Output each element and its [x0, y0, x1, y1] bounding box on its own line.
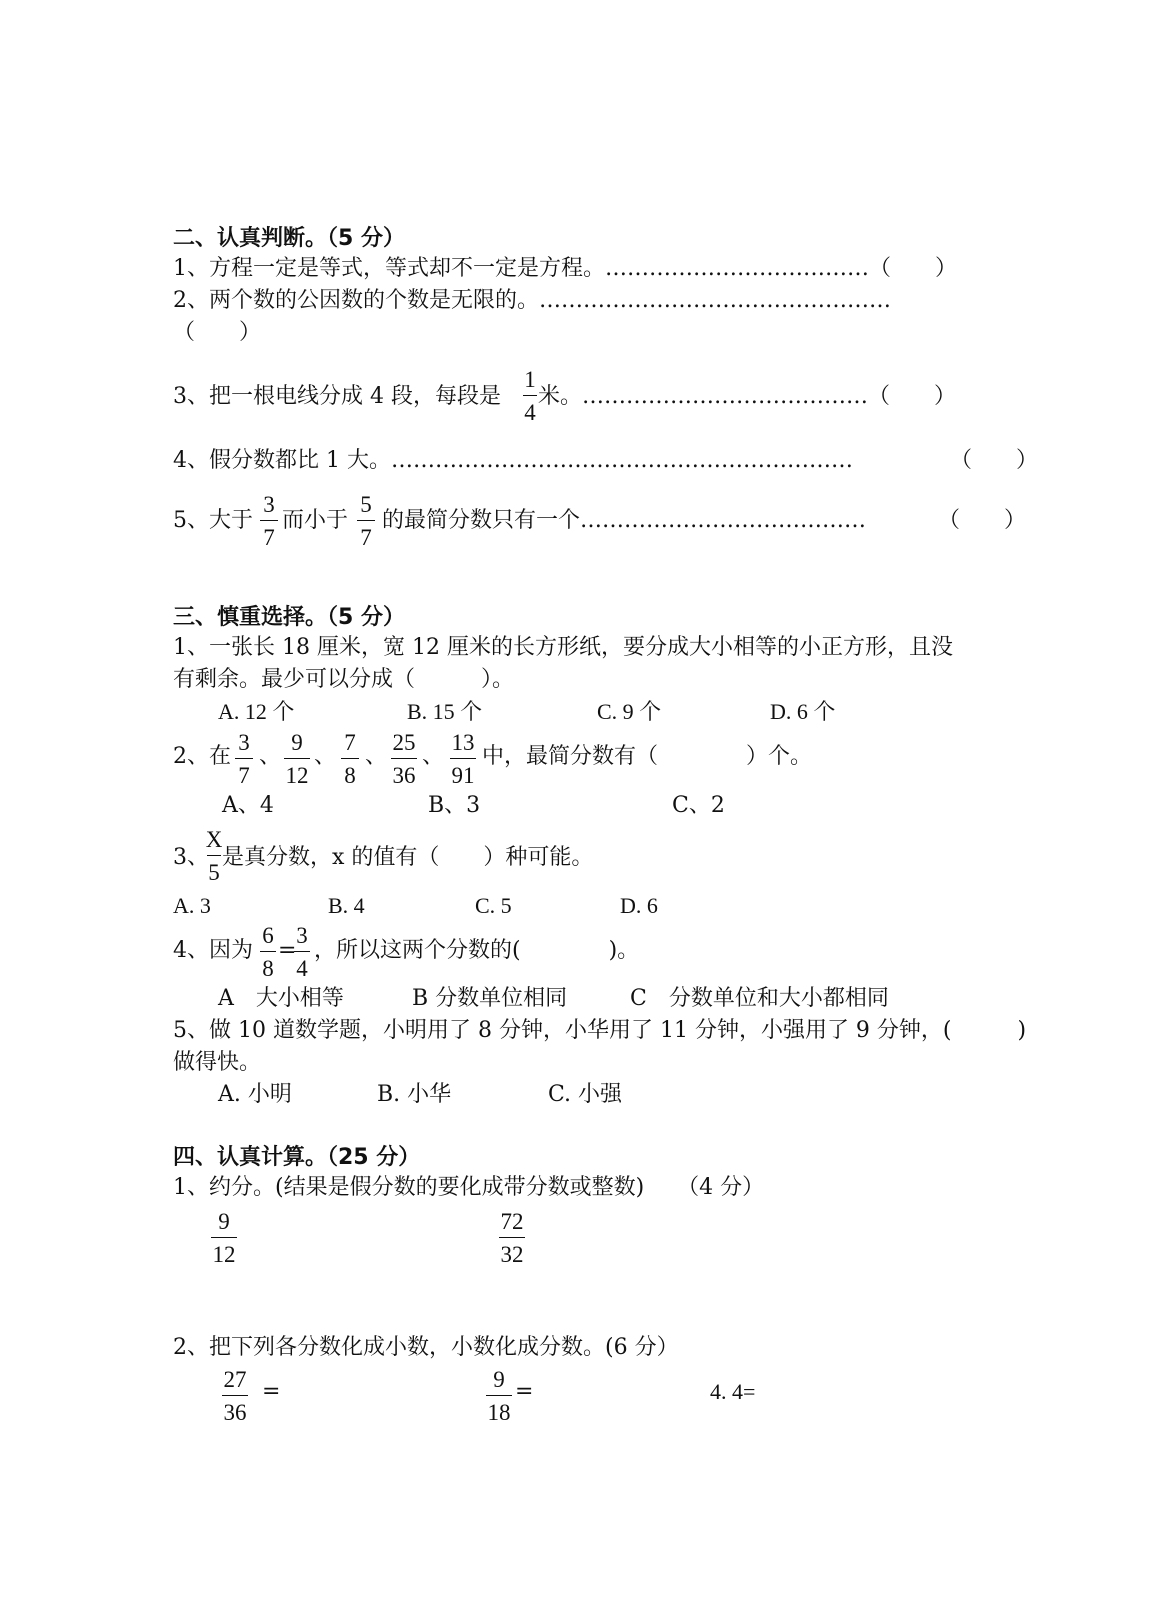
- sec3-q1-option-c: C. 9 个: [597, 699, 662, 724]
- sec2-question-5-text-c: 的最简分数只有一个…………………………………: [382, 508, 867, 533]
- section-2-title: 二、认真判断。（5 分）: [173, 226, 405, 251]
- sec2-question-3-text-b: 米。…………………………………（ ）: [538, 384, 957, 409]
- fraction-3-7: [224, 731, 264, 787]
- sec3-q5-option-a: A. 小明: [218, 1082, 292, 1107]
- fraction-numerator: 1: [524, 367, 536, 392]
- sec2-question-4-answer-paren: （ ）: [950, 448, 1039, 473]
- fraction-numerator: 27: [223, 1367, 247, 1392]
- section-4-title: 四、认真计算。（25 分）: [173, 1145, 421, 1170]
- sec2-question-2: 2、两个数的公因数的个数是无限的。…………………………………………: [173, 288, 891, 313]
- fraction-numerator: 9: [218, 1209, 230, 1234]
- fraction-72-32-calc: [492, 1210, 532, 1266]
- fraction-denominator: 7: [263, 525, 275, 550]
- fraction-numerator: 5: [360, 492, 372, 517]
- sec4-question-1: 1、约分。(结果是假分数的要化成带分数或整数) （4 分）: [173, 1175, 765, 1200]
- fraction-denominator: 4: [524, 400, 536, 425]
- fraction-denominator: 4: [296, 956, 308, 981]
- fraction-denominator: 91: [451, 763, 475, 788]
- sec3-q2-option-b: B、3: [428, 793, 481, 818]
- sec3-q4-option-c: C 分数单位和大小都相同: [630, 986, 889, 1011]
- sec3-question-1-line-2: 有剩余。最少可以分成（ ）。: [173, 667, 515, 692]
- fraction-9-12-calc: [204, 1210, 244, 1266]
- fraction-27-36: [215, 1368, 255, 1424]
- fraction-numerator: 6: [262, 923, 274, 948]
- sec3-q3-option-a: A. 3: [173, 893, 211, 918]
- fraction-denominator: 18: [487, 1400, 511, 1425]
- sec2-question-4: 4、假分数都比 1 大。………………………………………………………: [173, 448, 853, 473]
- fraction-denominator: 8: [344, 763, 356, 788]
- decimal-4-4: 4. 4=: [710, 1379, 756, 1404]
- fraction-9-18: [479, 1368, 519, 1424]
- fraction-numerator: X: [205, 827, 223, 852]
- sec2-question-1: 1、方程一定是等式，等式却不一定是方程。………………………………（ ）: [173, 256, 957, 281]
- sec3-q4-option-b: B 分数单位相同: [412, 986, 568, 1011]
- sec3-q2-option-a: A、4: [222, 793, 274, 818]
- fraction-numerator: 3: [263, 492, 275, 517]
- sec2-question-2-answer-paren: （ ）: [173, 320, 262, 345]
- fraction-numerator: 25: [392, 730, 416, 755]
- equals-sign: =: [278, 938, 297, 963]
- fraction-numerator: 13: [451, 730, 475, 755]
- sec3-q5-option-b: B. 小华: [377, 1082, 452, 1107]
- fraction-denominator: 12: [212, 1242, 236, 1267]
- sec2-question-5-answer-paren: （ ）: [938, 508, 1027, 533]
- fraction-9-12: [277, 731, 317, 787]
- fraction-denominator: 36: [392, 763, 416, 788]
- separator: 、: [422, 744, 445, 769]
- sec3-question-1-line-1: 1、一张长 18 厘米，宽 12 厘米的长方形纸，要分成大小相等的小正方形，且没: [173, 635, 953, 660]
- fraction-numerator: 9: [291, 730, 303, 755]
- equals-sign: =: [262, 1379, 281, 1404]
- separator: 、: [259, 744, 282, 769]
- sec3-question-4-text-a: 4、因为: [173, 938, 253, 963]
- fraction-numerator: 3: [238, 730, 250, 755]
- sec3-q1-option-b: B. 15 个: [407, 699, 483, 724]
- fraction-denominator: 5: [208, 860, 220, 885]
- fraction-numerator: 7: [344, 730, 356, 755]
- sec3-question-5-line-1: 5、做 10 道数学题，小明用了 8 分钟，小华用了 11 分钟，小强用了 9 分钟，( ): [173, 1018, 1027, 1043]
- fraction-numerator: 3: [296, 923, 308, 948]
- sec3-q1-option-d: D. 6 个: [770, 699, 836, 724]
- separator: 、: [314, 744, 337, 769]
- sec3-q1-option-a: A. 12 个: [218, 699, 295, 724]
- equals-sign: =: [515, 1379, 534, 1404]
- fraction-numerator: 9: [493, 1367, 505, 1392]
- sec3-q2-option-c: C、2: [672, 793, 725, 818]
- fraction-denominator: 7: [360, 525, 372, 550]
- fraction-denominator: 7: [238, 763, 250, 788]
- fraction-13-91: [443, 731, 483, 787]
- fraction-denominator: 8: [262, 956, 274, 981]
- sec3-q5-option-c: C. 小强: [548, 1082, 623, 1107]
- fraction-25-36: [384, 731, 424, 787]
- fraction-7-8: [330, 731, 370, 787]
- sec3-question-3-text-a: 3、: [173, 845, 209, 870]
- sec2-question-5-text-b: 而小于: [282, 508, 349, 533]
- separator: 、: [365, 744, 388, 769]
- section-3-title: 三、慎重选择。（5 分）: [173, 605, 405, 630]
- sec3-q3-option-b: B. 4: [328, 893, 365, 918]
- sec3-q3-option-c: C. 5: [475, 893, 512, 918]
- sec3-question-4-text-b: ，所以这两个分数的( )。: [314, 938, 640, 963]
- sec3-question-3-text-b: 是真分数，x 的值有（ ）种可能。: [222, 845, 594, 870]
- sec2-question-5-text-a: 5、大于: [173, 508, 253, 533]
- sec3-question-2-text-b: 中，最简分数有（ ）个。: [482, 744, 813, 769]
- sec3-q4-option-a: A 大小相等: [218, 986, 344, 1011]
- fraction-denominator: 12: [285, 763, 309, 788]
- sec3-q3-option-d: D. 6: [620, 893, 658, 918]
- fraction-denominator: 36: [223, 1400, 247, 1425]
- fraction-five-sevenths: [346, 493, 386, 549]
- fraction-denominator: 32: [500, 1242, 524, 1267]
- sec2-question-3-text-a: 3、把一根电线分成 4 段，每段是: [173, 384, 501, 409]
- sec4-question-2: 2、把下列各分数化成小数，小数化成分数。(6 分）: [173, 1335, 679, 1360]
- sec3-question-2-text-a: 2、在: [173, 744, 231, 769]
- sec3-question-5-line-2: 做得快。: [173, 1050, 262, 1075]
- fraction-numerator: 72: [500, 1209, 524, 1234]
